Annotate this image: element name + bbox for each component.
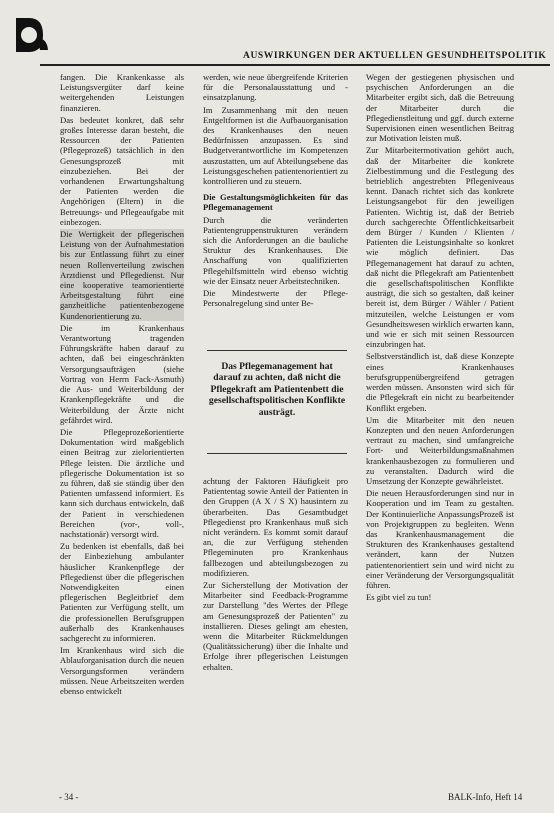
paragraph: Im Zusammenhang mit den neuen Entgeltformen ist die Aufbauorganisation des Krankenhauses den neuen Bedürfnissen anzupassen. Es sind Budgetverantwortliche im Kompetenzen auszustatten, um auf Abteilungsebene das Leistungsgeschehen patientenorientiert zu kontrollieren und zu steuern. (203, 104, 348, 187)
paragraph: Wegen der gestiegenen physischen und psychischen Anforderungen an die Mitarbeiter ergibt sich, daß die Betreuung der Mitarbeiter durch die Pflegedienstleitung und ggf. durch externe Supervisionen einen wesentlichen Beitrag zur Motivation leisten muß. (366, 72, 514, 144)
column-2-top (203, 72, 348, 310)
page-header-title: AUSWIRKUNGEN DER AKTUELLEN GESUNDHEITSPOLITIK (243, 51, 547, 61)
header-divider (40, 64, 550, 66)
highlighted-paragraph: Die Wertigkeit der pflegerischen Leistung von der Aufnahmestation bis zur Entlassung führt zu einer neuen Rollenverteilung zwischen Arztdienst und Pflegedienst. Nur eine kooperative teamorientierte Arbeitsgestaltung führt eine ganzheitliche patientenbezogene Kundenorientierung zu. (60, 229, 184, 321)
column-2-bottom (203, 476, 348, 674)
balk-logo-icon (13, 14, 51, 56)
pull-quote: Das Pflegemanagement hat darauf zu achten, daß nicht die Pflegekraft am Patientenbett die gesellschaftspolitischen Konflikte austrägt. (207, 350, 347, 454)
paragraph: Durch die veränderten Patientengruppenstrukturen verändern sich die Anforderungen an die bauliche Struktur des Krankenhauses. Die Anschaffung von qualifizierten Pflegehilfsmitteln wird ebenso wichtig wie der Einsatz neuer Arbeitstechniken. (203, 214, 348, 286)
column-3 (366, 72, 514, 604)
paragraph: Zur Mitarbeitermotivation gehört auch, daß der Mitarbeiter die konkrete Zielbestimmung und die Festlegung des betrieblich angestrebten Pflegeniveaus kennt. Danach richtet sich das konkrete Leistungsangebot für den jeweiligen Patienten. Wichtig ist, daß der Betrieb durch sachgerechte Öffentlichkeitsarbeit dem Bürger / Kunden / Klienten / Patienten die Leistungsinhalte so konkret wie möglich definiert. Das Pflegemanagement hat darauf zu achten, daß nicht die Pflegekraft am Patientenbett die gesellschaftspolitischen Konflikte austrägt, die sich so gestalten, daß keiner bereit ist, dem Bürger / Wähler / Patient mitzuteilen, welche Leistungen er vom Gesundheitswesen wirklich erwarten kann, und wie er sich mit seinen Ressourcen einzubringen hat. (366, 145, 514, 350)
paragraph: Selbstverständlich ist, daß diese Konzepte eines Krankenhauses berufsgruppenübergreifend getragen werden müssen. Ansonsten wird sich für die Pflegekraft ein nicht zu bearbeitender Konflikt ergeben. (366, 351, 514, 413)
paragraph: Zu bedenken ist ebenfalls, daß bei der Einbeziehung ambulanter häuslicher Krankenpflege der Pflegedienst über die pflegerischen Notwendigkeiten einen pflegerischen Begleitbrief dem Patienten zur Verfügung stellt, um die professionellen Berufsgruppen außerhalb des Krankenhauses sachgerecht zu informieren. (60, 541, 184, 643)
paragraph: Die neuen Herausforderungen sind nur in Kooperation und im Team zu gestalten. Der Kontinuierliche AnpassungsProzeß ist von Projektgruppen zu begleiten. Wenn das Krankenhausmanagement die Strukturen des Krankenhauses gestaltend verändert, kann der Nutzen patientenorientiert sein und wird nicht zu einer Veränderung der Versorgungsqualität führen. (366, 488, 514, 590)
page-number: - 34 - (59, 792, 79, 802)
paragraph: Das bedeutet konkret, daß sehr großes Interesse daran besteht, die Ressourcen der Patienten (Pflegeprozeß) tatsächlich in den Genesungsprozeß mit einzubeziehen. Bei der vorhandenen Erwartungshaltung der Patienten werden die Angehörigen (Eltern) in die Betreuungs- und Pflegeaufgabe mit einbezogen. (60, 114, 184, 227)
paragraph: achtung der Faktoren Häufigkeit pro Patiententag sowie Anteil der Patienten in den Gruppen (A X / S X) hausintern zu überarbeiten. Das Gesamtbudget Pflegedienst pro Krankenhaus muß sich nicht verändern. Es kommt somit darauf an, die zur Verfügung stehenden Pflegeminuten pro Krankenhaus fallbezogen und abteilungsbezogen zu modifizieren. (203, 476, 348, 578)
section-heading: Die Gestaltungsmöglichkeiten für das Pflegemanagement (203, 192, 348, 213)
paragraph: werden, wie neue übergreifende Kriterien für die Personalausstattung und -einsatzplanung. (203, 72, 348, 103)
paragraph: fangen. Die Krankenkasse als Leistungsvergüter darf keine weitergehenden Leistungen finanzieren. (60, 72, 184, 113)
column-1 (60, 72, 184, 698)
paragraph: Im Krankenhaus wird sich die Ablauforganisation durch die neuen Versorgungsformen verändern müssen. Neue Arbeitszeiten werden ebenso entwickelt (60, 645, 184, 696)
paragraph: Die Mindestwerte der Pflege-Personalregelung sind unter Be- (203, 288, 348, 309)
paragraph: Zur Sicherstellung der Motivation der Mitarbeiter sind Feedback-Programme zur Darstellung "des Wertes der Pflege am Genesungsprozeß der Patienten" zu installieren. Dieses gelingt am ehesten, wenn die Mitarbeiter Rückmeldungen (Qualitätssicherung) über die Inhalte und Erfolge ihrer pflegerischen Leistungen erhalten. (203, 580, 348, 672)
closing-line: Es gibt viel zu tun! (366, 592, 432, 603)
paragraph: Um die Mitarbeiter mit den neuen Konzepten und den neuen Anforderungen vertraut zu machen, sind umfangreiche Fort- und Weiterbildungsmaßnahmen krankenhausbezogen zu formulieren und zu veranstalten. Dadurch wird die Umsetzung der Konzepte gewährleistet. (366, 414, 514, 486)
journal-footer: BALK-Info, Heft 14 (448, 792, 523, 802)
paragraph: Die im Krankenhaus Verantwortung tragenden Führungskräfte haben darauf zu achten, daß bei eingeschränkten Versorgungsaufträgen (siehe Vortrag von Herrn Fack-Asmuth) die Aus- und Weiterbildung der Krankenpflegekräfte und die Weiterbildung der Ärzte nicht gefährdet wird. (60, 322, 184, 425)
paragraph: Die Pflegeprozeßorientierte Dokumentation wird maßgeblich einen Beitrag zur zielorientierten Pflege leisten. Die ärztliche und pflegerische Dokumentation ist so zu führen, daß sie ständig über den Patienten umfassend informiert. Es kann sich durchaus entwickeln, daß der Patient in verschiedenen Bereichen (vor-, voll-, nachstationär) versorgt wird. (60, 426, 184, 539)
